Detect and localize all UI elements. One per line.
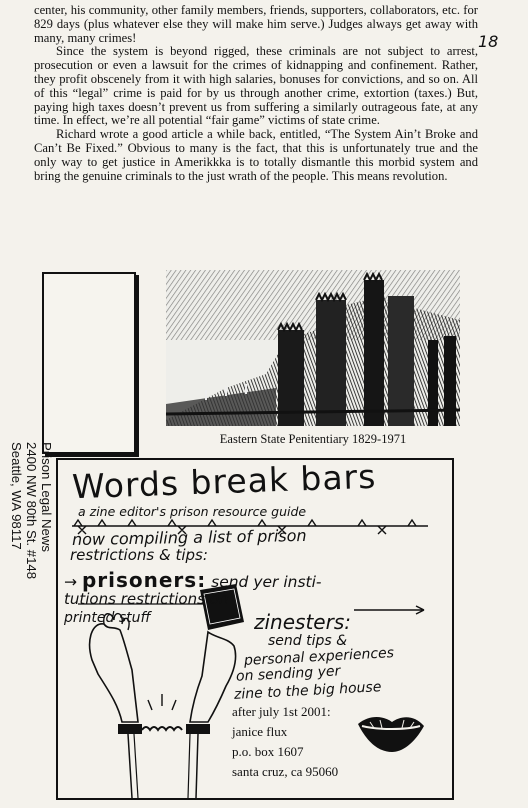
prison-legal-news-address-box bbox=[9, 272, 136, 580]
zine-subtitle: a zine editor's prison resource guide bbox=[78, 504, 307, 519]
address-line-2: 2400 NW 80th St. #148 bbox=[24, 442, 39, 580]
zine-address-line-4: santa cruz, ca 95060 bbox=[232, 764, 339, 779]
address-line-3: Seattle, WA 98117 bbox=[9, 442, 24, 550]
address-rotated-text bbox=[9, 442, 54, 579]
zinesters-label: zinesters: bbox=[254, 610, 351, 634]
lips-icon bbox=[358, 717, 424, 752]
zine-line-1: now compiling a list of prison bbox=[71, 525, 307, 550]
zine-line-3-rest: send yer insti- bbox=[211, 573, 322, 591]
photo-caption: Eastern State Penitentiary 1829-1971 bbox=[219, 432, 407, 446]
article-paragraph-1: center, his community, other family members, friends, supporters, collaborators, etc. for 829 days (plus whatever else they will make him serve.) Judges always get away with many, many crimes! bbox=[34, 3, 478, 45]
zine-address-line-3: p.o. box 1607 bbox=[232, 744, 304, 759]
zine-line-5: printed stuff bbox=[64, 610, 151, 626]
zine-tips-2: personal experiences bbox=[243, 645, 395, 669]
zine-tips-1: send tips & bbox=[268, 633, 348, 649]
zine-title: Words break bars bbox=[71, 456, 377, 507]
zine-contact-address bbox=[232, 702, 338, 782]
zine-tips-3: on sending yer bbox=[235, 663, 341, 685]
zine-line-4: tutions restrictions on bbox=[64, 590, 229, 608]
article-text bbox=[34, 4, 478, 183]
article-paragraph-3: Richard wrote a good article a while back, entitled, “The System Ain’t Broke and Can’t Be Fixed.” Obvious to many is the fact, that this is unfortunately true and the only way to get justice in Amerikkka is to totally dismantle this morbid system and bring the genuine criminals to the just wrath of the people. This means revolution. bbox=[34, 127, 478, 183]
page-number: 18 bbox=[478, 32, 499, 51]
zine-address-line-2: janice flux bbox=[232, 724, 288, 739]
zine-ad-box bbox=[56, 458, 454, 800]
address-line-1: Prison Legal News bbox=[39, 442, 54, 552]
prisoners-label: prisoners: bbox=[81, 568, 207, 592]
zine-address-line-1: after july 1st 2001: bbox=[232, 704, 331, 719]
penitentiary-photo bbox=[166, 270, 460, 426]
arrow-right-icon: → bbox=[64, 573, 77, 591]
zine-line-3 bbox=[64, 568, 322, 592]
zine-tips-4: zine to the big house bbox=[233, 679, 382, 703]
article-paragraph-2: Since the system is beyond rigged, these criminals are not subject to arrest, prosecution or even a lawsuit for the crimes of kidnapping and confinement. Rather, they profit obscenely from it with high salaries, bonuses for convictions, and so on. All of this “legal” crime is paid for by us through another crime, extortion (taxes.) But, paying high taxes doesn’t prevent us from suffering a similarly outrageous fate, at any time. In effect, we’re all potential “fair game” victims of state crime. bbox=[34, 44, 478, 128]
zine-line-2: restrictions & tips: bbox=[70, 546, 208, 564]
